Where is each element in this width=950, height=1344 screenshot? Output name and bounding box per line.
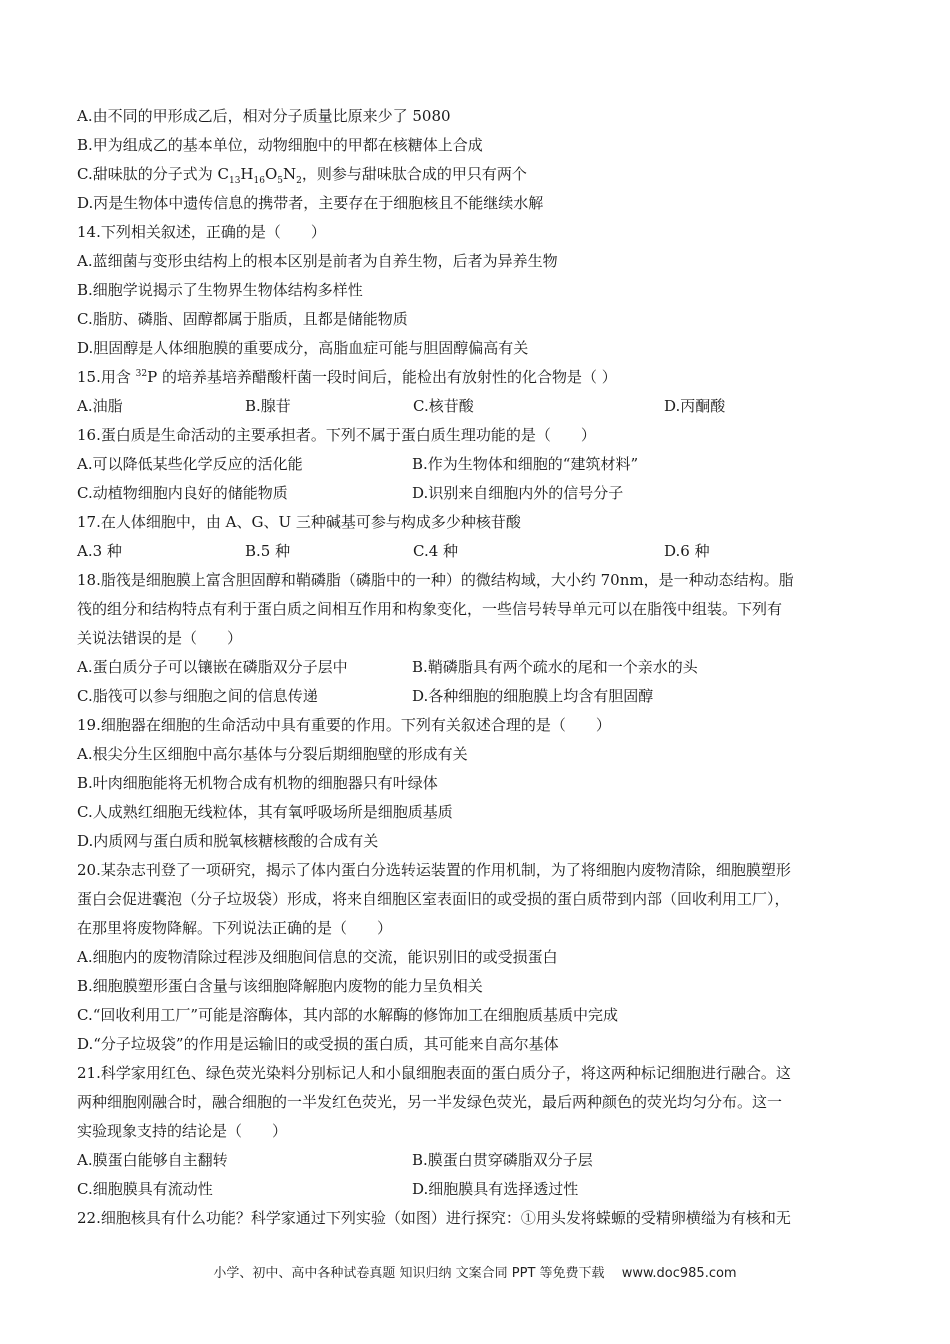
q20-option-b: B.细胞膜塑形蛋白含量与该细胞降解胞内废物的能力呈负相关 <box>77 977 483 995</box>
q14-option-d: D.胆固醇是人体细胞膜的重要成分，高脂血症可能与胆固醇偏高有关 <box>77 339 529 357</box>
q21-options-row1 <box>77 1146 877 1175</box>
q17-option-b: B.5 种 <box>245 542 291 560</box>
q13-option-d: D.丙是生物体中遗传信息的携带者，主要存在于细胞核且不能继续水解 <box>77 194 544 212</box>
q19-option-a: A.根尖分生区细胞中高尔基体与分裂后期细胞壁的形成有关 <box>77 745 468 763</box>
q18-option-b: B.鞘磷脂具有两个疏水的尾和一个亲水的头 <box>412 658 698 676</box>
page-footer: 小学、初中、高中各种试卷真题 知识归纳 文案合同 PPT 等免费下载 www.doc985.com <box>213 1266 737 1281</box>
q16-option-b: B.作为生物体和细胞的“建筑材料” <box>412 455 639 473</box>
q16-stem: 16.蛋白质是生命活动的主要承担者。下列不属于蛋白质生理功能的是（ ） <box>77 426 596 444</box>
q15-option-b: B.腺苷 <box>245 397 291 415</box>
q19-option-d: D.内质网与蛋白质和脱氧核糖核酸的合成有关 <box>77 832 379 850</box>
q17-option-c: C.4 种 <box>413 542 459 560</box>
q14-option-a: A.蓝细菌与变形虫结构上的根本区别是前者为自养生物，后者为异养生物 <box>77 252 558 270</box>
q15-options <box>77 392 877 421</box>
q16-option-d: D.识别来自细胞内外的信号分子 <box>412 484 624 502</box>
q13-option-c: C.甜味肽的分子式为 $C_{13}H_{16}O_5N_2$，则参与甜味肽合成的甲只有两个 <box>77 165 527 186</box>
q16-option-c: C.动植物细胞内良好的储能物质 <box>77 484 288 502</box>
q19-option-c: C.人成熟红细胞无线粒体，其有氧呼吸场所是细胞质基质 <box>77 803 453 821</box>
exam-page-content <box>77 102 877 1233</box>
q20-stem-line-2: 蛋白会促进囊泡（分子垃圾袋）形成，将来自细胞区室表面旧的或受损的蛋白质带到内部（回收利用工厂）， <box>77 890 790 908</box>
q17-options <box>77 537 877 566</box>
q20-option-d: D.“分子垃圾袋”的作用是运输旧的或受损的蛋白质，其可能来自高尔基体 <box>77 1035 559 1053</box>
q22-stem-line-1: 22.细胞核具有什么功能？科学家通过下列实验（如图）进行探究：①用头发将蝾螈的受精卵横缢为有核和无 <box>77 1209 791 1227</box>
q21-option-a: A.膜蛋白能够自主翻转 <box>77 1151 228 1169</box>
q17-option-a: A.3 种 <box>77 542 122 560</box>
q21-stem-line-2: 两种细胞刚融合时，融合细胞的一半发红色荧光，另一半发绿色荧光，最后两种颜色的荧光均匀分布。这一 <box>77 1093 783 1111</box>
q18-stem-line-2: 筏的组分和结构特点有利于蛋白质之间相互作用和构象变化，一些信号转导单元可以在脂筏中组装。下列有 <box>77 600 783 618</box>
q18-options-row1 <box>77 653 877 682</box>
q15-stem: 15.用含 $^{32}$P 的培养基培养醋酸杆菌一段时间后，能检出有放射性的化合物是（ ） <box>77 368 617 386</box>
q15-option-a: A.油脂 <box>77 397 123 415</box>
q14-option-b: B.细胞学说揭示了生物界生物体结构多样性 <box>77 281 363 299</box>
q21-option-c: C.细胞膜具有流动性 <box>77 1180 213 1198</box>
q21-stem-line-1: 21.科学家用红色、绿色荧光染料分别标记人和小鼠细胞表面的蛋白质分子，将这两种标记细胞进行融合。这 <box>77 1064 791 1082</box>
q15-option-c: C.核苷酸 <box>413 397 474 415</box>
q14-stem: 14.下列相关叙述，正确的是（ ） <box>77 223 326 241</box>
q18-stem-line-3: 关说法错误的是（ ） <box>77 629 243 647</box>
q18-stem-line-1: 18.脂筏是细胞膜上富含胆固醇和鞘磷脂（磷脂中的一种）的微结构域，大小约 70nm，是一种动态结构。脂 <box>77 571 794 589</box>
q21-stem-line-3: 实验现象支持的结论是（ ） <box>77 1122 288 1140</box>
q21-option-b: B.膜蛋白贯穿磷脂双分子层 <box>412 1151 593 1169</box>
q16-options-row2 <box>77 479 877 508</box>
q18-option-a: A.蛋白质分子可以镶嵌在磷脂双分子层中 <box>77 658 348 676</box>
q14-option-c: C.脂肪、磷脂、固醇都属于脂质，且都是储能物质 <box>77 310 408 328</box>
q20-option-c: C.“回收利用工厂”可能是溶酶体，其内部的水解酶的修饰加工在细胞质基质中完成 <box>77 1006 619 1024</box>
q18-option-c: C.脂筏可以参与细胞之间的信息传递 <box>77 687 318 705</box>
q13-option-a: A.由不同的甲形成乙后，相对分子质量比原来少了 5080 <box>77 107 451 125</box>
q18-options-row2 <box>77 682 877 711</box>
q15-option-d: D.丙酮酸 <box>664 397 726 415</box>
q20-stem-line-1: 20.某杂志刊登了一项研究，揭示了体内蛋白分选转运装置的作用机制，为了将细胞内废物清除，细胞膜塑形 <box>77 861 791 879</box>
q16-option-a: A.可以降低某些化学反应的活化能 <box>77 455 303 473</box>
q19-stem: 19.细胞器在细胞的生命活动中具有重要的作用。下列有关叙述合理的是（ ） <box>77 716 611 734</box>
q17-stem: 17.在人体细胞中，由 A、G、U 三种碱基可参与构成多少种核苷酸 <box>77 513 521 531</box>
q19-option-b: B.叶肉细胞能将无机物合成有机物的细胞器只有叶绿体 <box>77 774 438 792</box>
q13-option-b: B.甲为组成乙的基本单位，动物细胞中的甲都在核糖体上合成 <box>77 136 483 154</box>
q20-option-a: A.细胞内的废物清除过程涉及细胞间信息的交流，能识别旧的或受损蛋白 <box>77 948 558 966</box>
q21-option-d: D.细胞膜具有选择透过性 <box>412 1180 579 1198</box>
q16-options-row1 <box>77 450 877 479</box>
q18-option-d: D.各种细胞的细胞膜上均含有胆固醇 <box>412 687 654 705</box>
q21-options-row2 <box>77 1175 877 1204</box>
q20-stem-line-3: 在那里将废物降解。下列说法正确的是（ ） <box>77 919 393 937</box>
q17-option-d: D.6 种 <box>664 542 710 560</box>
